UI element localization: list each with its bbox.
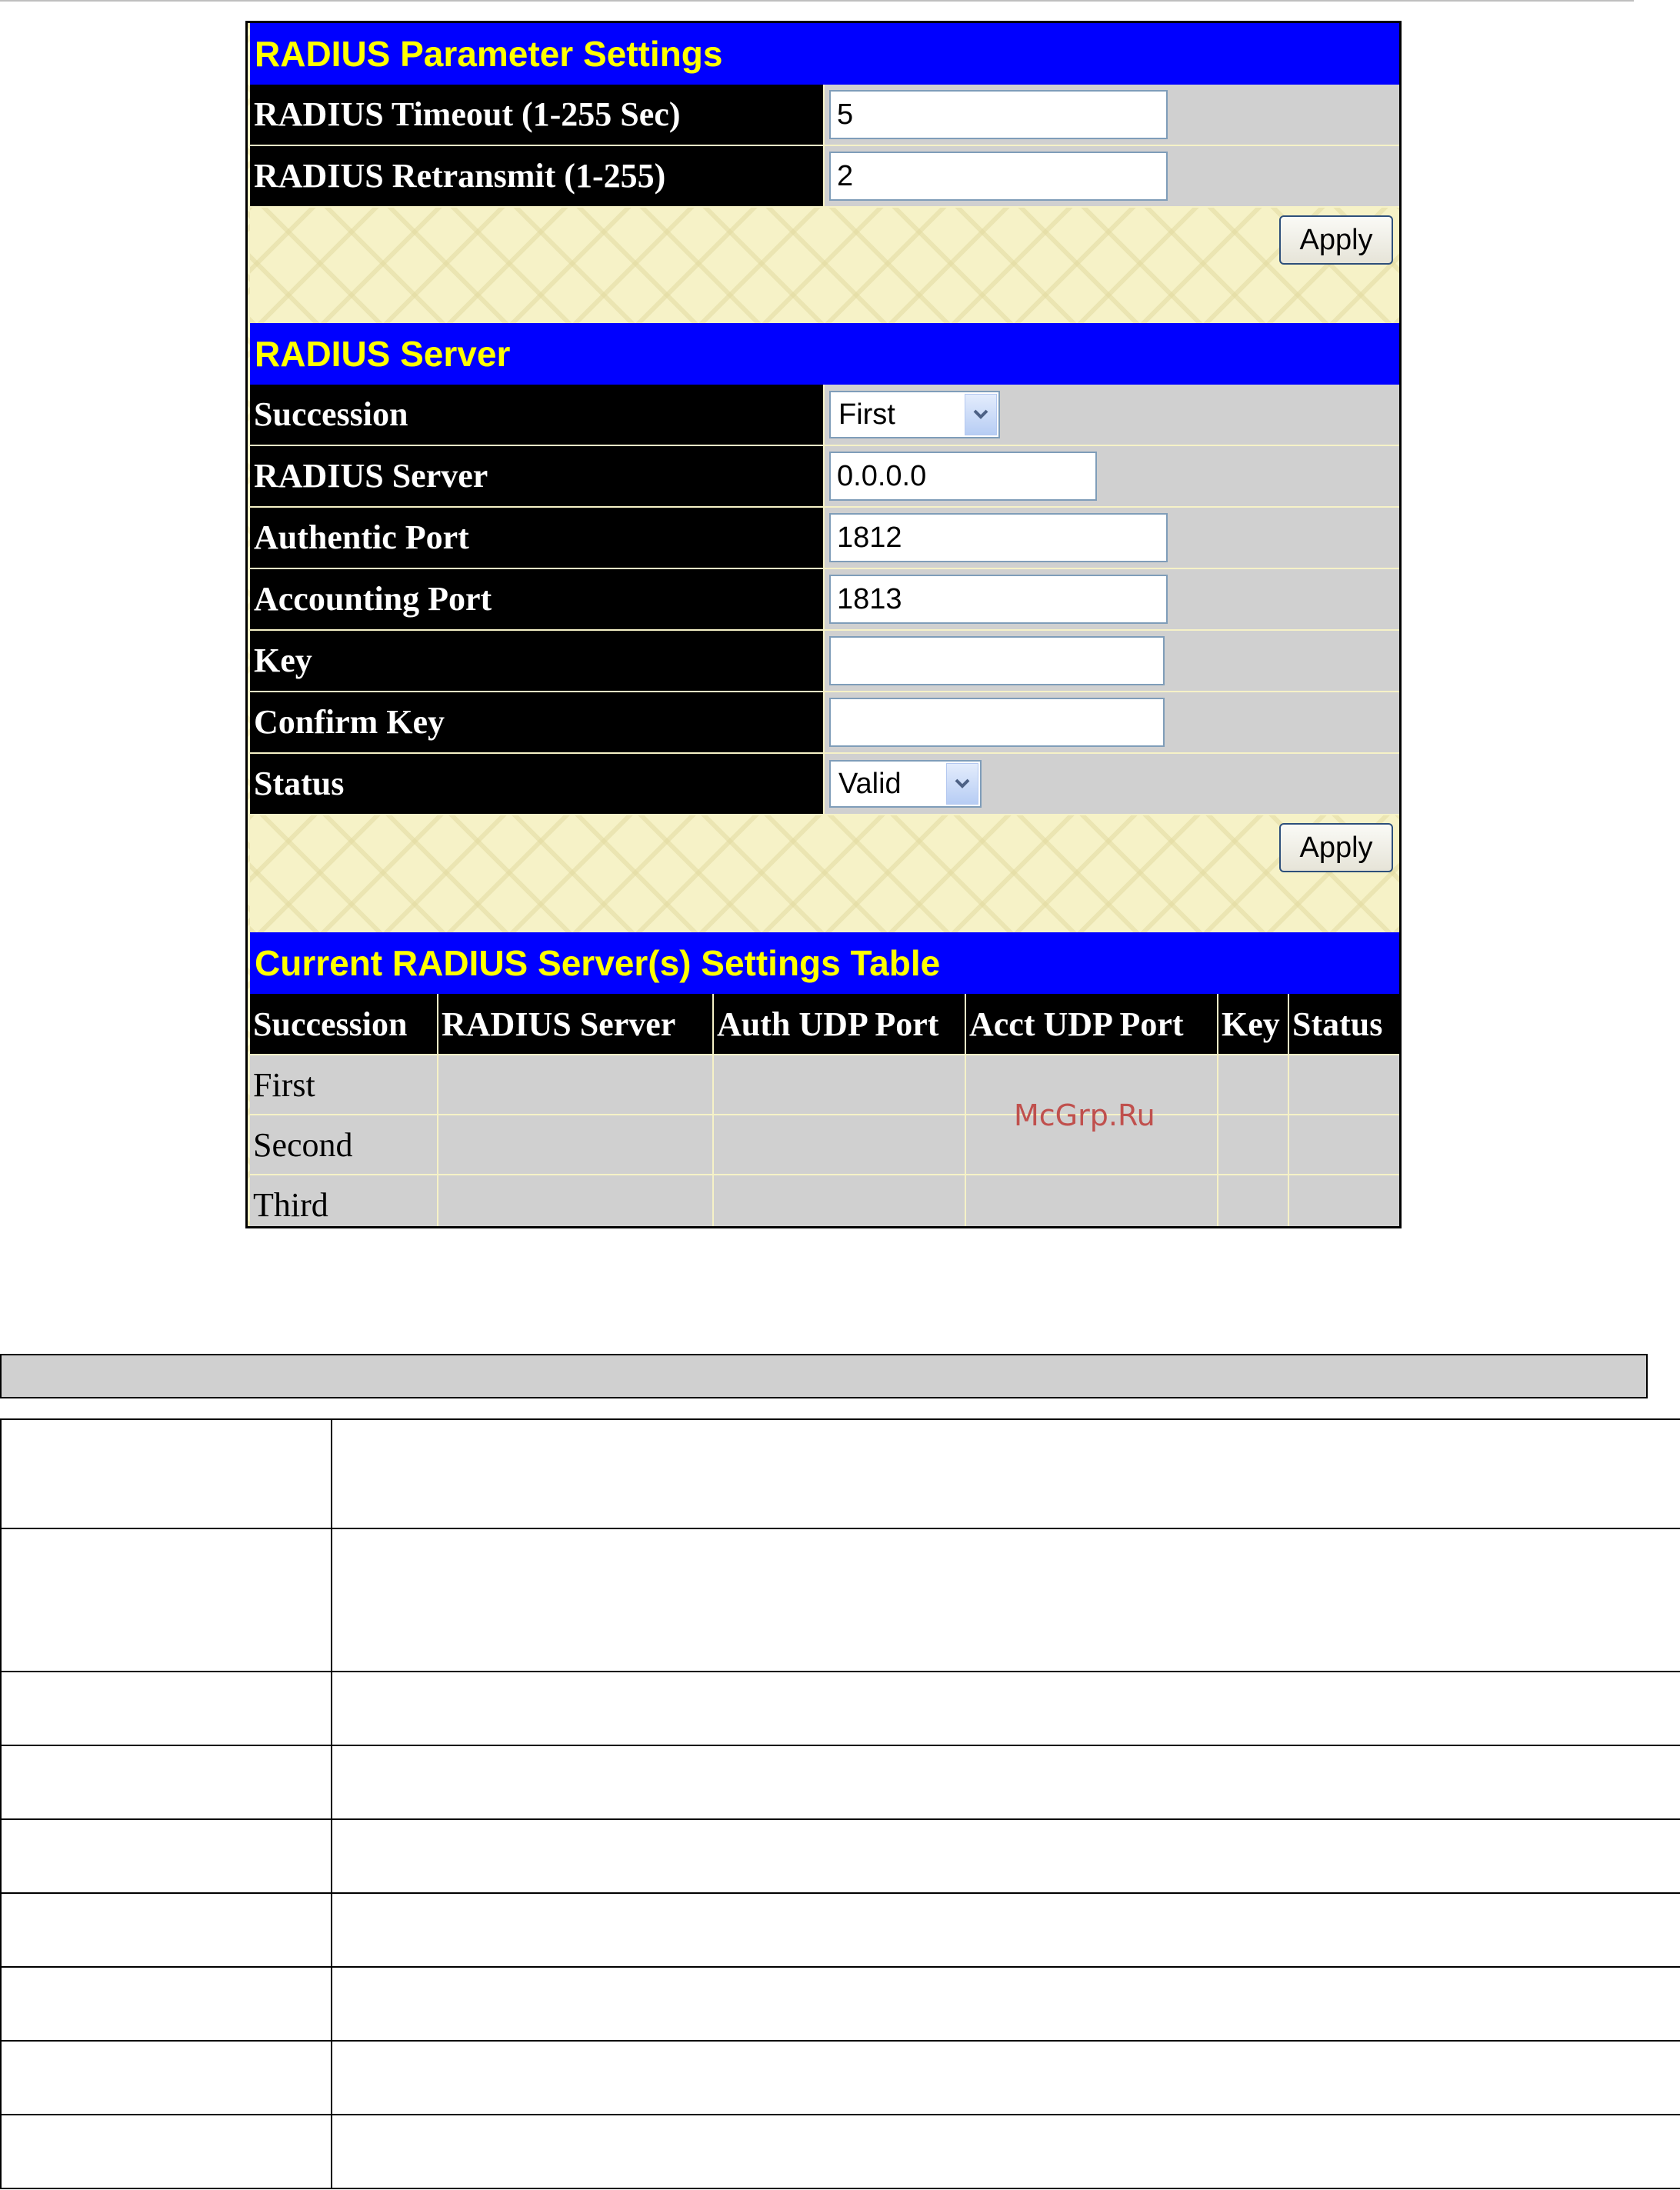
auth-port-value-cell [823,508,1399,568]
timeout-label: RADIUS Timeout (1-255 Sec) [250,85,823,145]
description-row [1,1419,1680,1528]
table-cell [1218,1115,1288,1175]
description-cell [332,1745,1680,1819]
parameter-cell [1,1419,332,1528]
parameter-cell [1,1672,332,1745]
table-cell [438,1115,713,1175]
description-cell [332,1672,1680,1745]
status-row [250,754,1399,815]
description-cell [332,1893,1680,1967]
column-header: Auth UDP Port [713,994,965,1055]
table-cell [1288,1115,1399,1175]
table-cell [1288,1175,1399,1228]
column-header: Succession [250,994,438,1055]
succession-label: Succession [250,385,823,445]
description-row [1,1819,1680,1893]
description-cell [332,1819,1680,1893]
parameter-cell [1,1528,332,1672]
description-cell [332,1967,1680,2041]
timeout-input[interactable]: 5 [829,90,1168,139]
column-header: RADIUS Server [438,994,713,1055]
description-cell [332,1528,1680,1672]
status-selected-value: Valid [838,768,902,800]
auth-port-row [250,508,1399,569]
column-header: Acct UDP Port [965,994,1218,1055]
param-apply-band [250,208,1399,323]
succession-value-cell [823,385,1399,445]
retransmit-row [250,146,1399,208]
retransmit-input[interactable]: 2 [829,152,1168,201]
server-ip-value-cell [823,446,1399,506]
table-cell [713,1055,965,1115]
parameter-cell [1,1967,332,2041]
parameter-cell [1,2041,332,2115]
radius-settings-panel [245,21,1402,1228]
table-row [250,1115,1399,1175]
confirm-key-row [250,692,1399,754]
table-cell [713,1115,965,1175]
top-rule [0,0,1634,2]
table-cell: Third [250,1175,438,1228]
description-row [1,1967,1680,2041]
server-ip-input[interactable]: 0.0.0.0 [829,452,1097,501]
server-apply-button[interactable]: Apply [1279,823,1393,872]
watermark: McGrp.Ru [1014,1098,1155,1132]
table-header-row [250,994,1399,1055]
acct-port-value-cell [823,569,1399,629]
description-row [1,1745,1680,1819]
succession-select[interactable] [829,391,1000,438]
auth-port-label: Authentic Port [250,508,823,568]
status-select[interactable] [829,760,982,808]
description-table [0,1418,1680,2189]
table-cell [713,1175,965,1228]
parameter-cell [1,1893,332,1967]
acct-port-label: Accounting Port [250,569,823,629]
description-cell [332,1419,1680,1528]
key-label: Key [250,631,823,691]
timeout-row [250,85,1399,146]
parameter-cell [1,1819,332,1893]
confirm-key-label: Confirm Key [250,692,823,752]
server-apply-band [250,815,1399,932]
table-cell [438,1175,713,1228]
server-ip-label: RADIUS Server [250,446,823,506]
description-cell [332,2115,1680,2188]
retransmit-label: RADIUS Retransmit (1-255) [250,146,823,206]
table-cell [438,1055,713,1115]
key-row [250,631,1399,692]
acct-port-input[interactable]: 1813 [829,575,1168,624]
description-row [1,1528,1680,1672]
description-row [1,1672,1680,1745]
server-table-header: Current RADIUS Server(s) Settings Table [250,932,1399,994]
parameter-cell [1,1745,332,1819]
confirm-key-value-cell [823,692,1399,752]
status-label: Status [250,754,823,814]
column-header: Key [1218,994,1288,1055]
table-cell [1218,1055,1288,1115]
table-cell: First [250,1055,438,1115]
chevron-down-icon[interactable] [946,763,978,805]
column-header: Status [1288,994,1399,1055]
radius-server-header: RADIUS Server [250,323,1399,385]
server-ip-row [250,446,1399,508]
description-row [1,2115,1680,2188]
table-cell: Second [250,1115,438,1175]
table-cell [965,1175,1218,1228]
succession-selected-value: First [838,398,895,431]
table-cell [1288,1055,1399,1115]
param-settings-header: RADIUS Parameter Settings [250,23,1399,85]
chevron-down-icon[interactable] [965,394,997,435]
auth-port-input[interactable]: 1812 [829,513,1168,562]
table-row [250,1175,1399,1228]
timeout-value-cell [823,85,1399,145]
param-apply-button[interactable]: Apply [1279,215,1393,265]
retransmit-value-cell [823,146,1399,206]
description-row [1,1893,1680,1967]
description-cell [332,2041,1680,2115]
table-row [250,1055,1399,1115]
key-value-cell [823,631,1399,691]
key-input[interactable] [829,636,1165,685]
status-value-cell [823,754,1399,814]
server-settings-table [250,994,1399,1228]
acct-port-row [250,569,1399,631]
description-row [1,2041,1680,2115]
succession-row [250,385,1399,446]
table-cell [1218,1175,1288,1228]
parameter-cell [1,2115,332,2188]
description-title-bar [0,1354,1648,1398]
confirm-key-input[interactable] [829,698,1165,747]
